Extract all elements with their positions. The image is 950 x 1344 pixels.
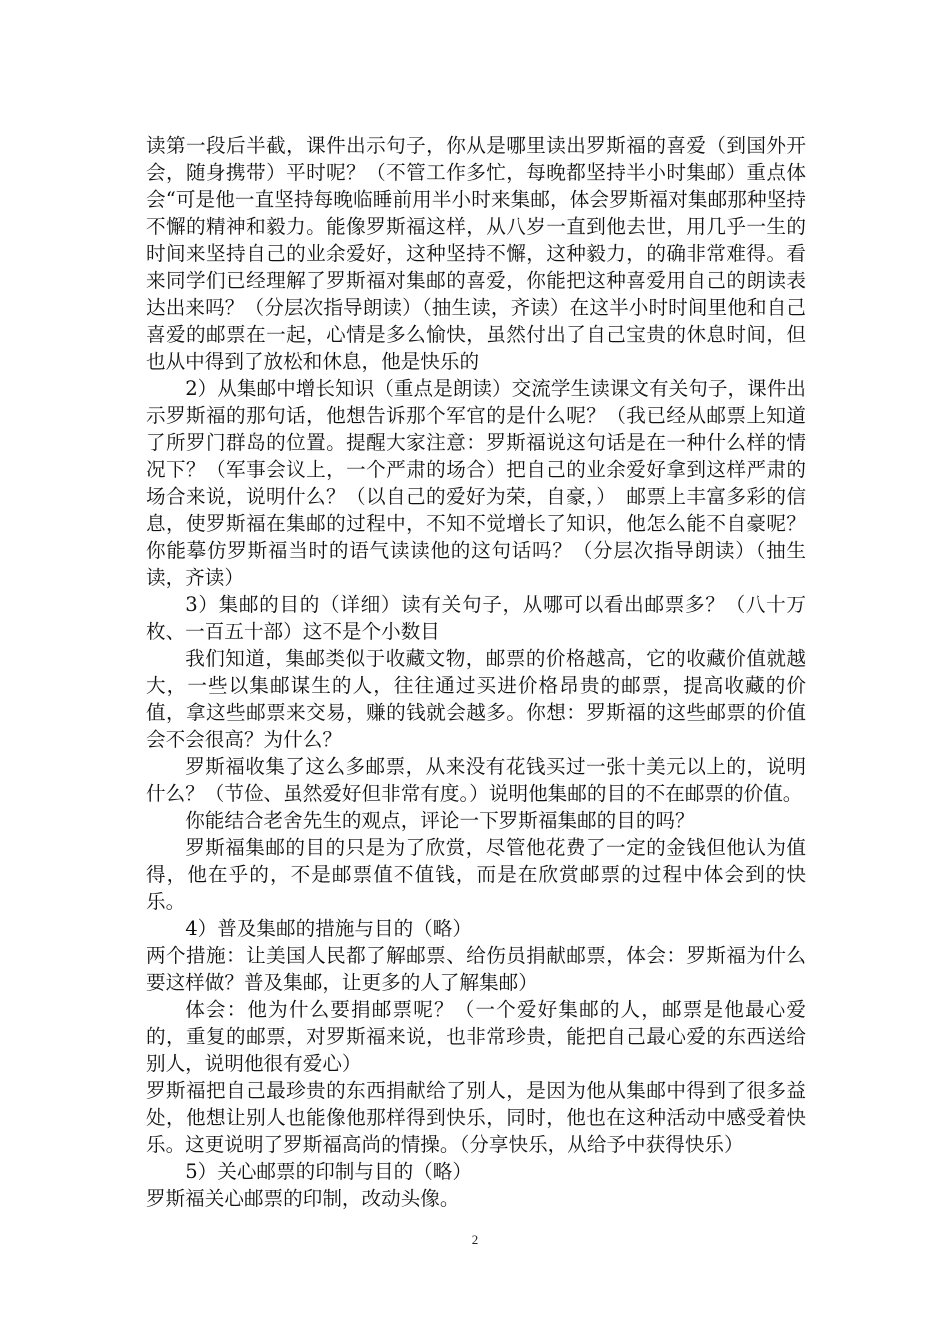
page-number: 2 [471, 1232, 479, 1247]
paragraph: 两个措施：让美国人民都了解邮票、给伤员捐献邮票，体会：罗斯福为什么要这样做？普及集邮，让更多的人了解集邮） [146, 944, 806, 994]
paragraph: 体会：他为什么要捐邮票呢？（一个爱好集邮的人，邮票是他最心爱的，重复的邮票，对罗斯福来说，也非常珍贵，能把自己最心爱的东西送给别人，说明他很有爱心） [146, 998, 806, 1075]
paragraph: 3）集邮的目的（详细）读有关句子，从哪可以看出邮票多？（八十万枚、一百五十部）这不是个小数目 [146, 593, 806, 643]
paragraph: 5）关心邮票的印制与目的（略） [185, 1160, 472, 1183]
paragraph: 罗斯福关心邮票的印制，改动头像。 [146, 1187, 460, 1210]
paragraph: 罗斯福把自己最珍贵的东西捐献给了别人，是因为他从集邮中得到了很多益处，他想让别人也能像他那样得到快乐，同时，他也在这种活动中感受着快乐。这更说明了罗斯福高尚的情操。（分享快乐，从给予中获得快乐） [146, 1079, 806, 1156]
body-text [146, 132, 806, 1212]
paragraph: 我们知道，集邮类似于收藏文物，邮票的价格越高，它的收藏价值就越大，一些以集邮谋生的人，往往通过买进价格昂贵的邮票，提高收藏的价值，拿这些邮票来交易，赚的钱就会越多。你想：罗斯福的这些邮票的价值会不会很高？为什么？ [146, 647, 806, 751]
paragraph: 2）从集邮中增长知识（重点是朗读）交流学生读课文有关句子，课件出示罗斯福的那句话，他想告诉那个军官的是什么呢？（我已经从邮票上知道了所罗门群岛的位置。提醒大家注意：罗斯福说这句话是在一种什么样的情况下？（军事会议上，一个严肃的场合）把自己的业余爱好拿到这样严肃的场合来说，说明什么？（以自己的爱好为荣，自豪，） 邮票上丰富多彩的信息，使罗斯福在集邮的过程中，不知不觉增长了知识，他怎么能不自豪呢？你能摹仿罗斯福当时的语气读读他的这句话吗？（分层次指导朗读）（抽生读，齐读） [146, 377, 806, 589]
paragraph: 4）普及集邮的措施与目的（略） [185, 917, 472, 940]
paragraph: 罗斯福收集了这么多邮票，从来没有花钱买过一张十美元以上的，说明什么？（节俭、虽然爱好但非常有度。）说明他集邮的目的不在邮票的价值。 [146, 755, 806, 805]
paragraph: 罗斯福集邮的目的只是为了欣赏，尽管他花费了一定的金钱但他认为值得，他在乎的，不是邮票值不值钱，而是在欣赏邮票的过程中体会到的快乐。 [146, 836, 806, 913]
paragraph: 读第一段后半截，课件出示句子，你从是哪里读出罗斯福的喜爱（到国外开会，随身携带）平时呢？（不管工作多忙，每晚都坚持半小时集邮）重点体会“可是他一直坚持每晚临睡前用半小时来集邮，体会罗斯福对集邮那种坚持不懈的精神和毅力。能像罗斯福这样，从八岁一直到他去世，用几乎一生的时间来坚持自己的业余爱好，这种坚持不懈，这种毅力，的确非常难得。看来同学们已经理解了罗斯福对集邮的喜爱，你能把这种喜爱用自己的朗读表达出来吗？（分层次指导朗读）（抽生读，齐读）在这半小时时间里他和自己喜爱的邮票在一起，心情是多么愉快，虽然付出了自己宝贵的休息时间，但也从中得到了放松和休息，他是快乐的 [146, 134, 806, 373]
paragraph: 你能结合老舍先生的观点，评论一下罗斯福集邮的目的吗？ [185, 809, 695, 832]
